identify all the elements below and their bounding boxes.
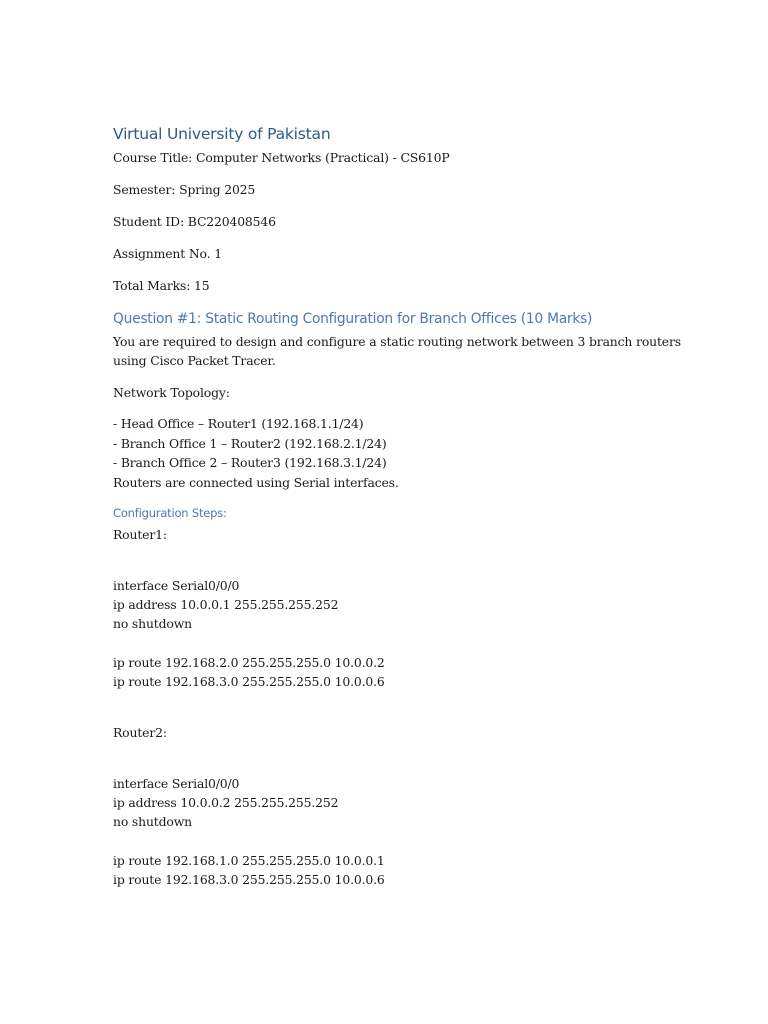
topology-note: Routers are connected using Serial interfaces. (113, 475, 399, 490)
router1-interface: interface Serial0/0/0 (113, 578, 240, 593)
semester: Semester: Spring 2025 (113, 182, 256, 197)
question-intro-line-2: using Cisco Packet Tracer. (113, 353, 276, 368)
router2-no-shutdown: no shutdown (113, 814, 193, 829)
router1-ip-address: ip address 10.0.0.1 255.255.255.252 (113, 597, 339, 612)
assignment-number: Assignment No. 1 (113, 246, 222, 261)
router2-ip-address: ip address 10.0.0.2 255.255.255.252 (113, 795, 339, 810)
topology-item-branch-1: - Branch Office 1 – Router2 (192.168.2.1/24) (113, 436, 387, 451)
question-intro-line-1: You are required to design and configure a static routing network between 3 branch routers (113, 334, 681, 349)
topology-label: Network Topology: (113, 385, 230, 400)
router2-route-1: ip route 192.168.1.0 255.255.255.0 10.0.0.1 (113, 853, 385, 868)
student-id: Student ID: BC220408546 (113, 214, 276, 229)
router1-route-1: ip route 192.168.2.0 255.255.255.0 10.0.0.2 (113, 655, 385, 670)
router1-no-shutdown: no shutdown (113, 616, 193, 631)
topology-item-head-office: - Head Office – Router1 (192.168.1.1/24) (113, 416, 364, 431)
document-title: Virtual University of Pakistan (113, 125, 331, 143)
router1-label: Router1: (113, 527, 167, 542)
topology-item-branch-2: - Branch Office 2 – Router3 (192.168.3.1/24) (113, 455, 387, 470)
router2-label: Router2: (113, 725, 167, 740)
router1-route-2: ip route 192.168.3.0 255.255.255.0 10.0.0.6 (113, 674, 385, 689)
question-heading: Question #1: Static Routing Configuration for Branch Offices (10 Marks) (113, 311, 593, 327)
router2-route-2: ip route 192.168.3.0 255.255.255.0 10.0.0.6 (113, 872, 385, 887)
router2-interface: interface Serial0/0/0 (113, 776, 240, 791)
configuration-heading: Configuration Steps: (113, 506, 227, 520)
total-marks: Total Marks: 15 (113, 278, 210, 293)
course-title: Course Title: Computer Networks (Practical) - CS610P (113, 150, 450, 165)
